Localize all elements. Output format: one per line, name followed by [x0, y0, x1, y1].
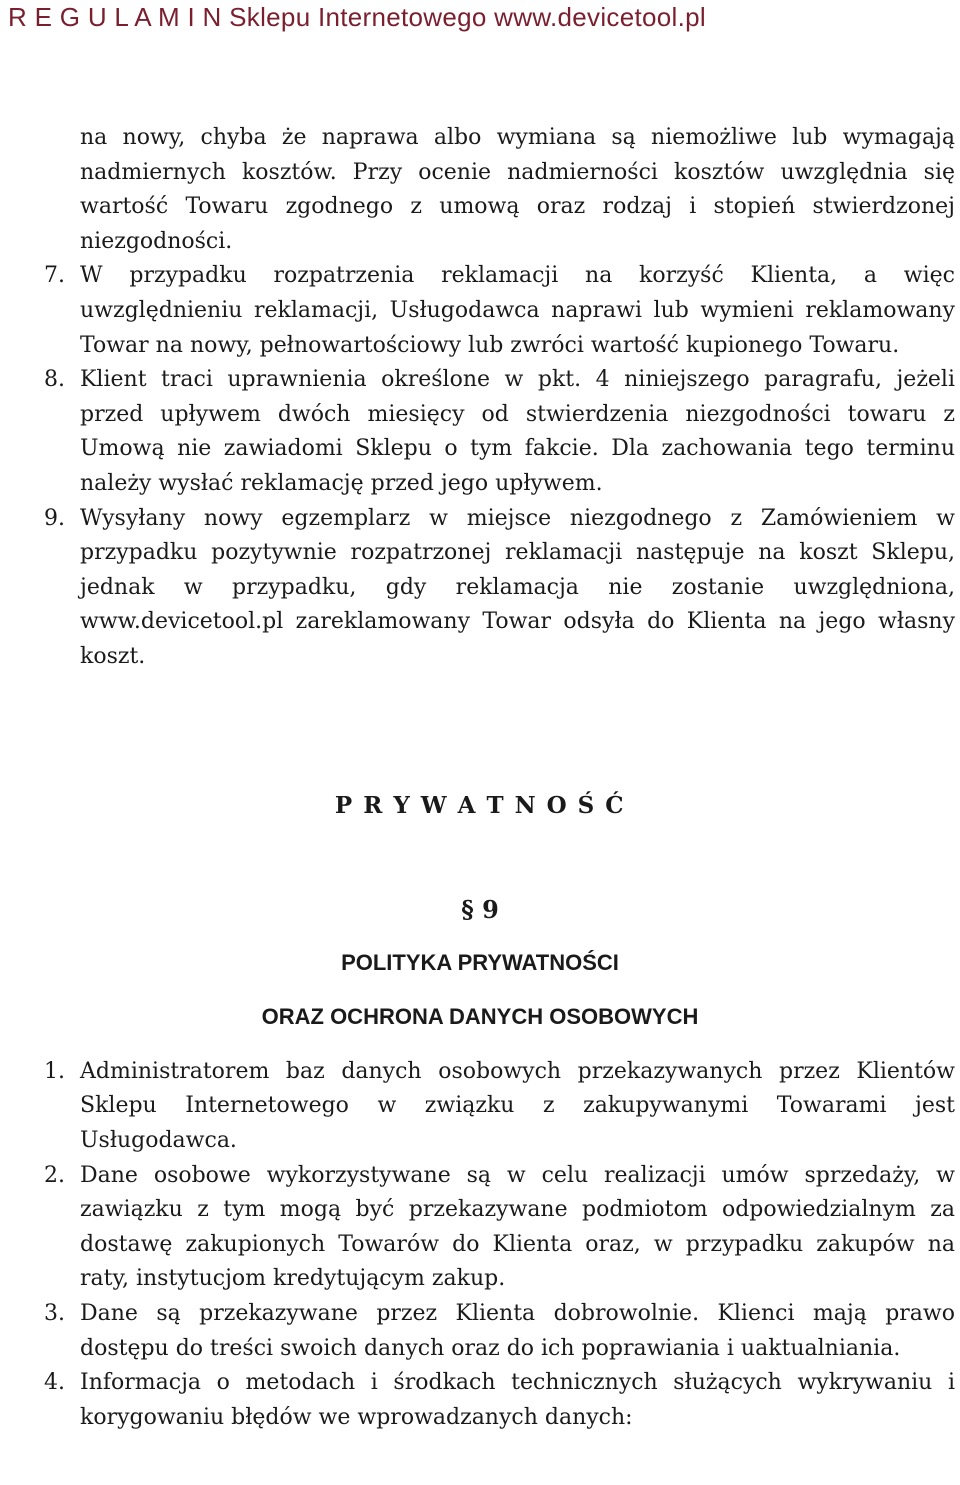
list-item-1: [44, 1055, 955, 1159]
section-title: P R Y W A T N O Ś Ć: [334, 791, 626, 819]
section-gap: [80, 928, 955, 946]
list-item-4: [44, 1366, 955, 1435]
list-item-text: W przypadku rozpatrzenia reklamacji na korzyść Klienta, a więc uwzględnieniu reklamacji, Usługodawca naprawi lub wymieni reklamowany Towar na nowy, pełnowartościowy lub zwróci wartość kupionego Towaru.: [80, 263, 955, 358]
list-item-number: 7.: [44, 263, 65, 289]
list-item-2: [44, 1159, 955, 1297]
page-header: [8, 0, 706, 34]
intro-paragraph: na nowy, chyba że naprawa albo wymiana są niemożliwe lub wymagają nadmiernych kosztów. Przy ocenie nadmierności kosztów uwzględnia się wartość Towaru zgodnego z umową oraz rodzaj i stopień stwierdzonej niezgodności.: [80, 125, 955, 254]
list-item-number: 1.: [44, 1058, 65, 1084]
section-gap: [80, 980, 955, 1000]
list-item-3: [44, 1297, 955, 1366]
section-gap: [80, 675, 955, 789]
list-item-text: Dane są przekazywane przez Klienta dobrowolnie. Klienci mają prawo dostępu do treści swoich danych oraz do ich poprawiania i uaktualniania.: [80, 1301, 955, 1361]
list-item-number: 2.: [44, 1162, 65, 1188]
list-item-number: 4.: [44, 1370, 65, 1396]
list-item-9: [44, 502, 955, 675]
list-item-text: Klient traci uprawnienia określone w pkt. 4 niniejszego paragrafu, jeżeli przed upływem dwóch miesięcy od stwierdzenia niezgodności towaru z Umową nie zawiadomi Sklepu o tym fakcie. Dla zachowania tego terminu należy wysłać reklamację przed jego upływem.: [80, 367, 955, 496]
list-item-text: Informacja o metodach i środkach technicznych służących wykrywaniu i korygowaniu błędów we wprowadzanych danych:: [80, 1370, 955, 1430]
list-item-text: Dane osobowe wykorzystywane są w celu realizacji umów sprzedaży, w zawiązku z tym mogą być przekazywane podmiotom odpowiedzialnym za dostawę zakupionych Towarów do Klienta oraz, w przypadku zakupów na raty, instytucjom kredytującym zakup.: [80, 1162, 955, 1292]
list-item-text: Administratorem baz danych osobowych przekazywanych przez Klientów Sklepu Internetowego w związku z zakupywanymi Towarami jest Usługodawca.: [80, 1058, 955, 1154]
section-subtitle-line-2: ORAZ OCHRONA DANYCH OSOBOWYCH: [261, 1004, 699, 1030]
section-subtitle-line-1: POLITYKA PRYWATNOŚCI: [341, 949, 619, 975]
list-item-number: 3.: [44, 1301, 65, 1327]
list-item-text: Wysyłany nowy egzemplarz w miejsce niezgodnego z Zamówieniem w przypadku pozytywnie rozpatrzonej reklamacji następuje na koszt Sklepu, jednak w przypadku, gdy reklamacja nie zostanie uwzględniona, www.devicetool.pl zareklamowany Towar odsyła do Klienta na jego własny koszt.: [80, 505, 955, 669]
list-item-8: [44, 363, 955, 501]
section-gap: [80, 823, 955, 893]
list-item-number: 9.: [44, 505, 65, 531]
section-gap: [80, 1035, 955, 1055]
list-item-number: 8.: [44, 367, 65, 393]
header-title: R E G U L A M I N Sklepu Internetowego www.devicetool.pl: [8, 2, 706, 32]
list-item-7: [44, 259, 955, 363]
paragraph-number: § 9: [461, 895, 499, 925]
document-body: [44, 121, 955, 1435]
